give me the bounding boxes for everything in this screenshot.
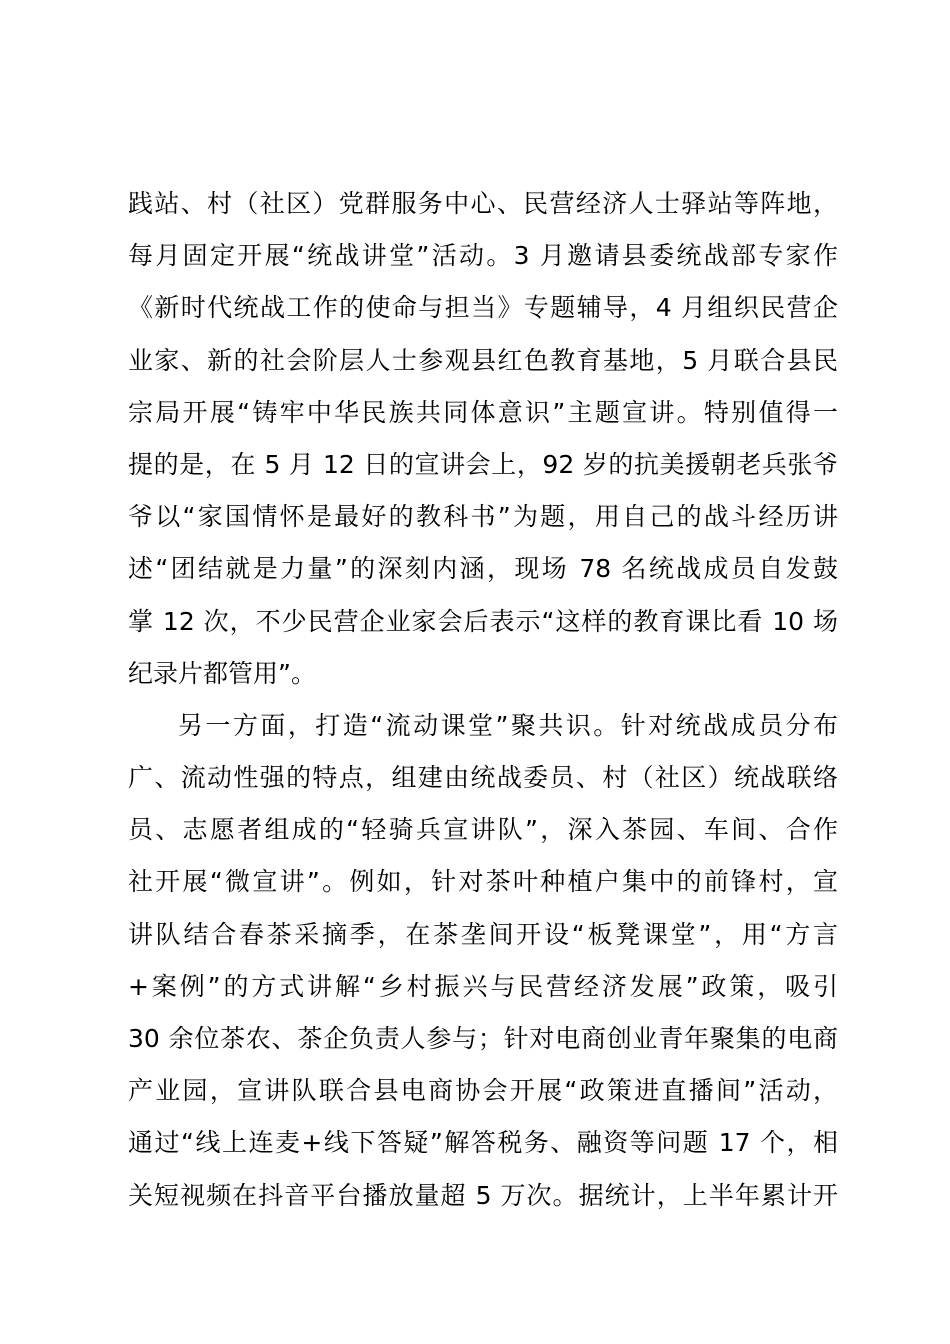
text-line: 讲队结合春茶采摘季，在茶垄间开设“板凳课堂”，用“方言	[128, 919, 838, 949]
text-line: 社开展“微宣讲”。例如，针对茶叶种植户集中的前锋村，宣	[128, 867, 838, 897]
text-line: 述“团结就是力量”的深刻内涵，现场 78 名统战成员自发鼓	[128, 554, 838, 584]
text-line: 关短视频在抖音平台播放量超 5 万次。据统计，上半年累计开	[128, 1180, 838, 1210]
paragraph-start-line: 另一方面，打造“流动课堂”聚共识。针对统战成员分布	[178, 710, 838, 740]
text-line: 30 余位茶农、茶企负责人参与；针对电商创业青年聚集的电商	[128, 1024, 838, 1053]
text-line: 广、流动性强的特点，组建由统战委员、村（社区）统战联络	[128, 763, 838, 793]
text-line: 业家、新的社会阶层人士参观县红色教育基地，5 月联合县民	[128, 345, 838, 375]
text-line: 爷以“家国情怀是最好的教科书”为题，用自己的战斗经历讲	[128, 502, 838, 532]
text-line: 提的是，在 5 月 12 日的宣讲会上，92 岁的抗美援朝老兵张爷	[128, 449, 838, 479]
text-line: 员、志愿者组成的“轻骑兵宣讲队”，深入茶园、车间、合作	[128, 815, 838, 845]
body-text	[128, 178, 838, 1222]
text-line: 宗局开展“铸牢中华民族共同体意识”主题宣讲。特别值得一	[128, 397, 838, 427]
text-line: 掌 12 次，不少民营企业家会后表示“这样的教育课比看 10 场	[128, 606, 838, 636]
text-line: 践站、村（社区）党群服务中心、民营经济人士驿站等阵地，	[128, 189, 838, 218]
paragraph-end-line: 纪录片都管用”。	[128, 658, 316, 688]
text-line: 产业园，宣讲队联合县电商协会开展“政策进直播间”活动，	[128, 1076, 838, 1106]
text-line: 《新时代统战工作的使命与担当》专题辅导，4 月组织民营企	[128, 293, 838, 323]
text-line: 通过“线上连麦+线下答疑”解答税务、融资等问题 17 个，相	[128, 1128, 838, 1158]
text-line: 每月固定开展“统战讲堂”活动。3 月邀请县委统战部专家作	[128, 241, 838, 271]
text-line: +案例”的方式讲解“乡村振兴与民营经济发展”政策，吸引	[128, 971, 838, 1001]
